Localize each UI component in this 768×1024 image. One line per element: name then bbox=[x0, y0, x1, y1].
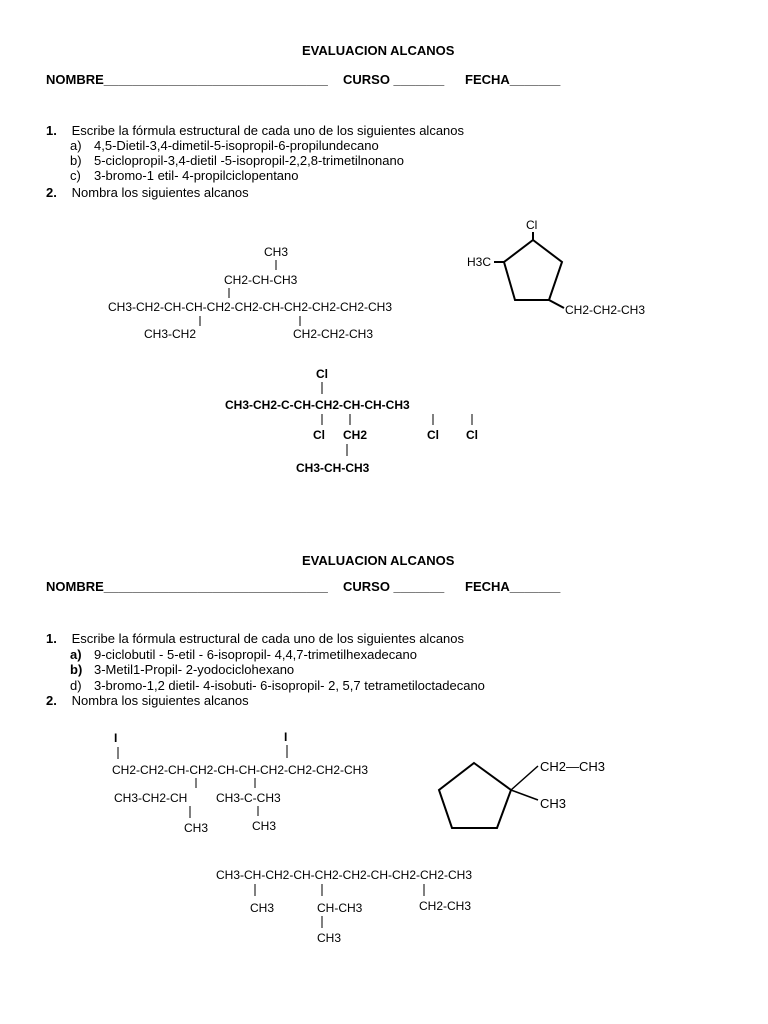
question-number: 2. bbox=[46, 185, 57, 200]
section2-fecha-field[interactable]: FECHA_______ bbox=[465, 579, 561, 594]
section1-nombre-field[interactable]: NOMBRE_______________________________ bbox=[46, 72, 328, 87]
item-text: 3-bromo-1,2 dietil- 4-isobuti- 6-isopropil- 2, 5,7 tetrametiloctadecano bbox=[94, 678, 485, 693]
item-label: a) bbox=[70, 647, 82, 662]
s4-ch3-b: CH3 bbox=[317, 931, 342, 945]
ring1-h3c: H3C bbox=[467, 255, 492, 269]
s2-cl-a: Cl bbox=[313, 428, 325, 442]
section2-nombre-field[interactable]: NOMBRE_______________________________ bbox=[46, 579, 328, 594]
s3-iodine-1: I bbox=[114, 731, 118, 745]
item-text: 9-ciclobutil - 5-etil - 6-isopropil- 4,4,7-trimetilhexadecano bbox=[94, 647, 417, 662]
s1-sub-right: CH2-CH2-CH3 bbox=[293, 327, 374, 341]
ring2-ethyl: CH2—CH3 bbox=[540, 759, 606, 774]
s3-iodine-2: I bbox=[284, 730, 288, 744]
section1-title: EVALUACION ALCANOS bbox=[302, 43, 455, 58]
s1-sub-left: CH3-CH2 bbox=[144, 327, 197, 341]
s2-ch2: CH2 bbox=[343, 428, 368, 442]
s3-mid-branch: CH3-C-CH3 bbox=[216, 791, 281, 805]
s1-branch: CH2-CH-CH3 bbox=[224, 273, 298, 287]
question-text: Nombra los siguientes alcanos bbox=[71, 693, 249, 708]
s2-cl-c: Cl bbox=[466, 428, 478, 442]
s2-main-chain: CH3-CH2-C-CH-CH2-CH-CH-CH3 bbox=[225, 398, 410, 412]
s3-ch3-b: CH3 bbox=[252, 819, 277, 833]
item-label: c) bbox=[70, 168, 81, 183]
section2-title: EVALUACION ALCANOS bbox=[302, 553, 455, 568]
s3-left-branch: CH3-CH2-CH bbox=[114, 791, 188, 805]
question-number: 1. bbox=[46, 631, 57, 646]
s3-main-chain: CH2-CH2-CH-CH2-CH-CH-CH2-CH2-CH2-CH3 bbox=[112, 763, 369, 777]
s1-top-ch3: CH3 bbox=[264, 245, 289, 259]
s4-ch3-a: CH3 bbox=[250, 901, 275, 915]
s1-main-chain: CH3-CH2-CH-CH-CH2-CH2-CH-CH2-CH2-CH2-CH3 bbox=[108, 300, 393, 314]
s2-isopropyl: CH3-CH-CH3 bbox=[296, 461, 370, 475]
item-label: b) bbox=[70, 662, 83, 677]
question-text: Nombra los siguientes alcanos bbox=[71, 185, 249, 200]
item-label: a) bbox=[70, 138, 82, 153]
section1-fecha-field[interactable]: FECHA_______ bbox=[465, 72, 561, 87]
ring1-propyl: CH2-CH2-CH3 bbox=[565, 303, 646, 317]
ring2-methyl: CH3 bbox=[540, 796, 567, 811]
item-text: 3-bromo-1 etil- 4-propilciclopentano bbox=[94, 168, 299, 183]
question-number: 1. bbox=[46, 123, 57, 138]
s2-cl-b: Cl bbox=[427, 428, 439, 442]
s3-ch3-a: CH3 bbox=[184, 821, 209, 835]
section2-curso-field[interactable]: CURSO _______ bbox=[343, 579, 445, 594]
s4-ch2-ch3: CH2-CH3 bbox=[419, 899, 472, 913]
ring1-cl: Cl bbox=[526, 218, 538, 232]
item-label: b) bbox=[70, 153, 82, 168]
item-label: d) bbox=[70, 678, 82, 693]
s2-cl-top: Cl bbox=[316, 367, 328, 381]
question-text: Escribe la fórmula estructural de cada uno de los siguientes alcanos bbox=[71, 631, 465, 646]
item-text: 5-ciclopropil-3,4-dietil -5-isopropil-2,2,8-trimetilnonano bbox=[94, 153, 404, 168]
s4-ch-ch3: CH-CH3 bbox=[317, 901, 363, 915]
item-text: 3-Metil1-Propil- 2-yodociclohexano bbox=[94, 662, 295, 677]
question-text: Escribe la fórmula estructural de cada uno de los siguientes alcanos bbox=[71, 123, 465, 138]
item-text: 4,5-Dietil-3,4-dimetil-5-isopropil-6-propilundecano bbox=[94, 138, 379, 153]
question-number: 2. bbox=[46, 693, 57, 708]
s4-main-chain: CH3-CH-CH2-CH-CH2-CH2-CH-CH2-CH2-CH3 bbox=[216, 868, 473, 882]
section1-curso-field[interactable]: CURSO _______ bbox=[343, 72, 445, 87]
